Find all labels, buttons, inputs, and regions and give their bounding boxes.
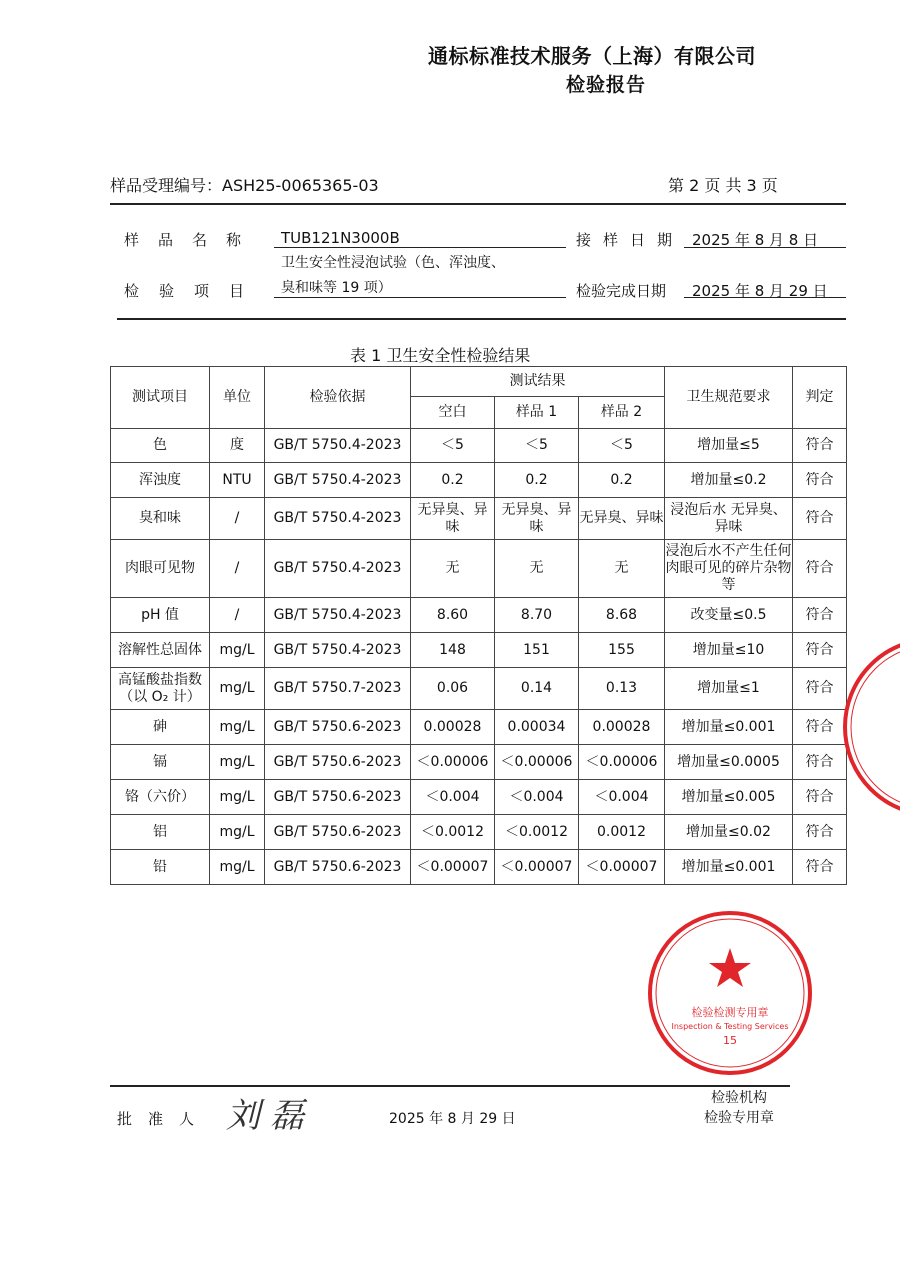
cell-sample-2: 无 <box>579 540 665 598</box>
cell-blank: 0.00028 <box>411 710 495 745</box>
organization-seal-label <box>704 1088 774 1128</box>
cell-item: 高锰酸盐指数（以 O₂ 计） <box>111 668 210 710</box>
cell-sample-1: ＜0.0012 <box>495 815 579 850</box>
cell-blank: 148 <box>411 633 495 668</box>
cell-basis: GB/T 5750.4-2023 <box>265 540 411 598</box>
cell-sample-2: ＜5 <box>579 429 665 463</box>
header-basis: 检验依据 <box>265 367 411 429</box>
cell-requirement: 增加量≤0.001 <box>665 850 793 885</box>
top-rule <box>110 203 846 205</box>
cell-basis: GB/T 5750.6-2023 <box>265 710 411 745</box>
cell-sample-2: ＜0.004 <box>579 780 665 815</box>
cell-blank: ＜0.00007 <box>411 850 495 885</box>
cell-sample-1: 无异臭、异味 <box>495 498 579 540</box>
cell-unit: mg/L <box>210 710 265 745</box>
complete-date-underline <box>684 297 846 298</box>
cell-sample-2: 155 <box>579 633 665 668</box>
seal-center-text <box>645 1006 815 1048</box>
approve-date: 2025 年 8 月 29 日 <box>389 1111 516 1127</box>
cell-sample-1: ＜5 <box>495 429 579 463</box>
cell-blank: ＜0.0012 <box>411 815 495 850</box>
cell-item: 溶解性总固体 <box>111 633 210 668</box>
receipt-number <box>110 173 379 196</box>
cell-sample-2: 0.2 <box>579 463 665 498</box>
cell-item: 色 <box>111 429 210 463</box>
receive-date-label: 接样日期 <box>576 231 685 249</box>
cell-judgement: 符合 <box>793 463 847 498</box>
table-row <box>111 429 847 463</box>
receipt-value: ASH25-0065365-03 <box>222 176 379 195</box>
cell-blank: ＜5 <box>411 429 495 463</box>
cell-blank: 0.06 <box>411 668 495 710</box>
seal-center-cn: 检验检测专用章 <box>691 1006 769 1019</box>
cell-blank: 无 <box>411 540 495 598</box>
cell-blank: 8.60 <box>411 598 495 633</box>
cell-sample-1: 0.2 <box>495 463 579 498</box>
cell-sample-2: 0.0012 <box>579 815 665 850</box>
cell-judgement: 符合 <box>793 498 847 540</box>
header-result: 测试结果 <box>411 367 665 397</box>
test-item-underline <box>274 297 566 298</box>
sample-name-label: 样品名称 <box>124 231 261 249</box>
cell-requirement: 增加量≤1 <box>665 668 793 710</box>
cell-sample-1: ＜0.00007 <box>495 850 579 885</box>
cell-requirement: 增加量≤0.02 <box>665 815 793 850</box>
cell-basis: GB/T 5750.4-2023 <box>265 463 411 498</box>
cell-requirement: 增加量≤0.0005 <box>665 745 793 780</box>
org-line-2: 检验专用章 <box>704 1110 774 1126</box>
table-row <box>111 815 847 850</box>
sample-name-underline <box>274 247 566 248</box>
inspection-seal-icon <box>645 908 815 1078</box>
cell-judgement: 符合 <box>793 598 847 633</box>
table-row <box>111 463 847 498</box>
cell-judgement: 符合 <box>793 633 847 668</box>
cell-unit: mg/L <box>210 633 265 668</box>
cell-item: 臭和味 <box>111 498 210 540</box>
cell-judgement: 符合 <box>793 850 847 885</box>
table-row <box>111 745 847 780</box>
table-row <box>111 850 847 885</box>
cell-requirement: 浸泡后水 无异臭、异味 <box>665 498 793 540</box>
table-row <box>111 498 847 540</box>
cell-judgement: 符合 <box>793 815 847 850</box>
cell-sample-1: ＜0.00006 <box>495 745 579 780</box>
cell-requirement: 增加量≤0.005 <box>665 780 793 815</box>
cell-unit: / <box>210 540 265 598</box>
table-row <box>111 633 847 668</box>
table-row <box>111 710 847 745</box>
header-sample-1: 样品 1 <box>495 397 579 429</box>
info-bottom-rule <box>117 318 846 320</box>
cell-requirement: 增加量≤0.001 <box>665 710 793 745</box>
cell-item: 铅 <box>111 850 210 885</box>
cell-basis: GB/T 5750.4-2023 <box>265 633 411 668</box>
cell-judgement: 符合 <box>793 780 847 815</box>
cell-sample-2: ＜0.00006 <box>579 745 665 780</box>
approver-label: 批准人 <box>117 1110 211 1128</box>
cell-sample-1: 0.00034 <box>495 710 579 745</box>
cell-unit: / <box>210 498 265 540</box>
cell-judgement: 符合 <box>793 429 847 463</box>
cell-item: 砷 <box>111 710 210 745</box>
cell-blank: 0.2 <box>411 463 495 498</box>
cell-requirement: 增加量≤5 <box>665 429 793 463</box>
sample-name-value: TUB121N3000B <box>281 229 400 247</box>
cell-requirement: 增加量≤10 <box>665 633 793 668</box>
header-judgement: 判定 <box>793 367 847 429</box>
cell-requirement: 增加量≤0.2 <box>665 463 793 498</box>
cell-basis: GB/T 5750.6-2023 <box>265 815 411 850</box>
cell-basis: GB/T 5750.6-2023 <box>265 745 411 780</box>
test-item-label: 检验项目 <box>124 282 265 300</box>
header-unit: 单位 <box>210 367 265 429</box>
receive-date-underline <box>684 247 846 248</box>
complete-date-value: 2025 年 8 月 29 日 <box>692 282 828 300</box>
cell-basis: GB/T 5750.4-2023 <box>265 498 411 540</box>
receive-date-value: 2025 年 8 月 8 日 <box>692 231 819 249</box>
table-row <box>111 598 847 633</box>
cell-unit: mg/L <box>210 850 265 885</box>
cell-sample-1: ＜0.004 <box>495 780 579 815</box>
cell-requirement: 浸泡后水不产生任何肉眼可见的碎片杂物等 <box>665 540 793 598</box>
cell-item: 镉 <box>111 745 210 780</box>
cell-blank: ＜0.00006 <box>411 745 495 780</box>
header-sample-2: 样品 2 <box>579 397 665 429</box>
cell-unit: 度 <box>210 429 265 463</box>
cell-blank: ＜0.004 <box>411 780 495 815</box>
cell-sample-2: 0.13 <box>579 668 665 710</box>
results-table <box>110 366 847 885</box>
test-item-value-line2: 臭和味等 19 项） <box>281 280 392 296</box>
cell-item: 肉眼可见物 <box>111 540 210 598</box>
cell-sample-2: 0.00028 <box>579 710 665 745</box>
cell-unit: NTU <box>210 463 265 498</box>
cell-unit: mg/L <box>210 668 265 710</box>
cell-sample-1: 0.14 <box>495 668 579 710</box>
seal-center-en: Inspection & Testing Services <box>671 1022 789 1031</box>
cell-requirement: 改变量≤0.5 <box>665 598 793 633</box>
header-requirement: 卫生规范要求 <box>665 367 793 429</box>
cell-blank: 无异臭、异味 <box>411 498 495 540</box>
cell-unit: mg/L <box>210 815 265 850</box>
cell-sample-2: 8.68 <box>579 598 665 633</box>
table-row <box>111 540 847 598</box>
company-name: 通标标准技术服务（上海）有限公司 <box>428 44 756 68</box>
table-row <box>111 668 847 710</box>
approver-signature: 刘磊 <box>226 1096 314 1136</box>
report-title: 检验报告 <box>566 74 647 96</box>
cell-sample-2: 无异臭、异味 <box>579 498 665 540</box>
complete-date-label: 检验完成日期 <box>576 282 667 300</box>
cell-basis: GB/T 5750.6-2023 <box>265 780 411 815</box>
cell-judgement: 符合 <box>793 745 847 780</box>
cell-item: 浑浊度 <box>111 463 210 498</box>
cell-sample-2: ＜0.00007 <box>579 850 665 885</box>
cell-unit: / <box>210 598 265 633</box>
page-indicator: 第 2 页 共 3 页 <box>668 176 778 195</box>
cell-sample-1: 无 <box>495 540 579 598</box>
table-caption: 表 1 卫生安全性检验结果 <box>350 346 531 365</box>
test-item-value-line1: 卫生安全性浸泡试验（色、浑浊度、 <box>281 255 505 271</box>
org-line-1: 检验机构 <box>711 1090 767 1106</box>
cell-judgement: 符合 <box>793 668 847 710</box>
cell-unit: mg/L <box>210 745 265 780</box>
cell-item: 铝 <box>111 815 210 850</box>
cell-basis: GB/T 5750.4-2023 <box>265 598 411 633</box>
cell-basis: GB/T 5750.6-2023 <box>265 850 411 885</box>
cell-item: pH 值 <box>111 598 210 633</box>
footer-rule <box>110 1085 790 1087</box>
table-row <box>111 780 847 815</box>
receipt-label: 样品受理编号： <box>110 176 223 195</box>
header-blank: 空白 <box>411 397 495 429</box>
cell-judgement: 符合 <box>793 710 847 745</box>
seal-number: 15 <box>723 1034 737 1047</box>
cell-basis: GB/T 5750.4-2023 <box>265 429 411 463</box>
header-item: 测试项目 <box>111 367 210 429</box>
cell-sample-1: 151 <box>495 633 579 668</box>
cell-judgement: 符合 <box>793 540 847 598</box>
cell-sample-1: 8.70 <box>495 598 579 633</box>
partial-seal-icon <box>838 632 900 822</box>
cell-item: 铬（六价） <box>111 780 210 815</box>
cell-basis: GB/T 5750.7-2023 <box>265 668 411 710</box>
cell-unit: mg/L <box>210 780 265 815</box>
